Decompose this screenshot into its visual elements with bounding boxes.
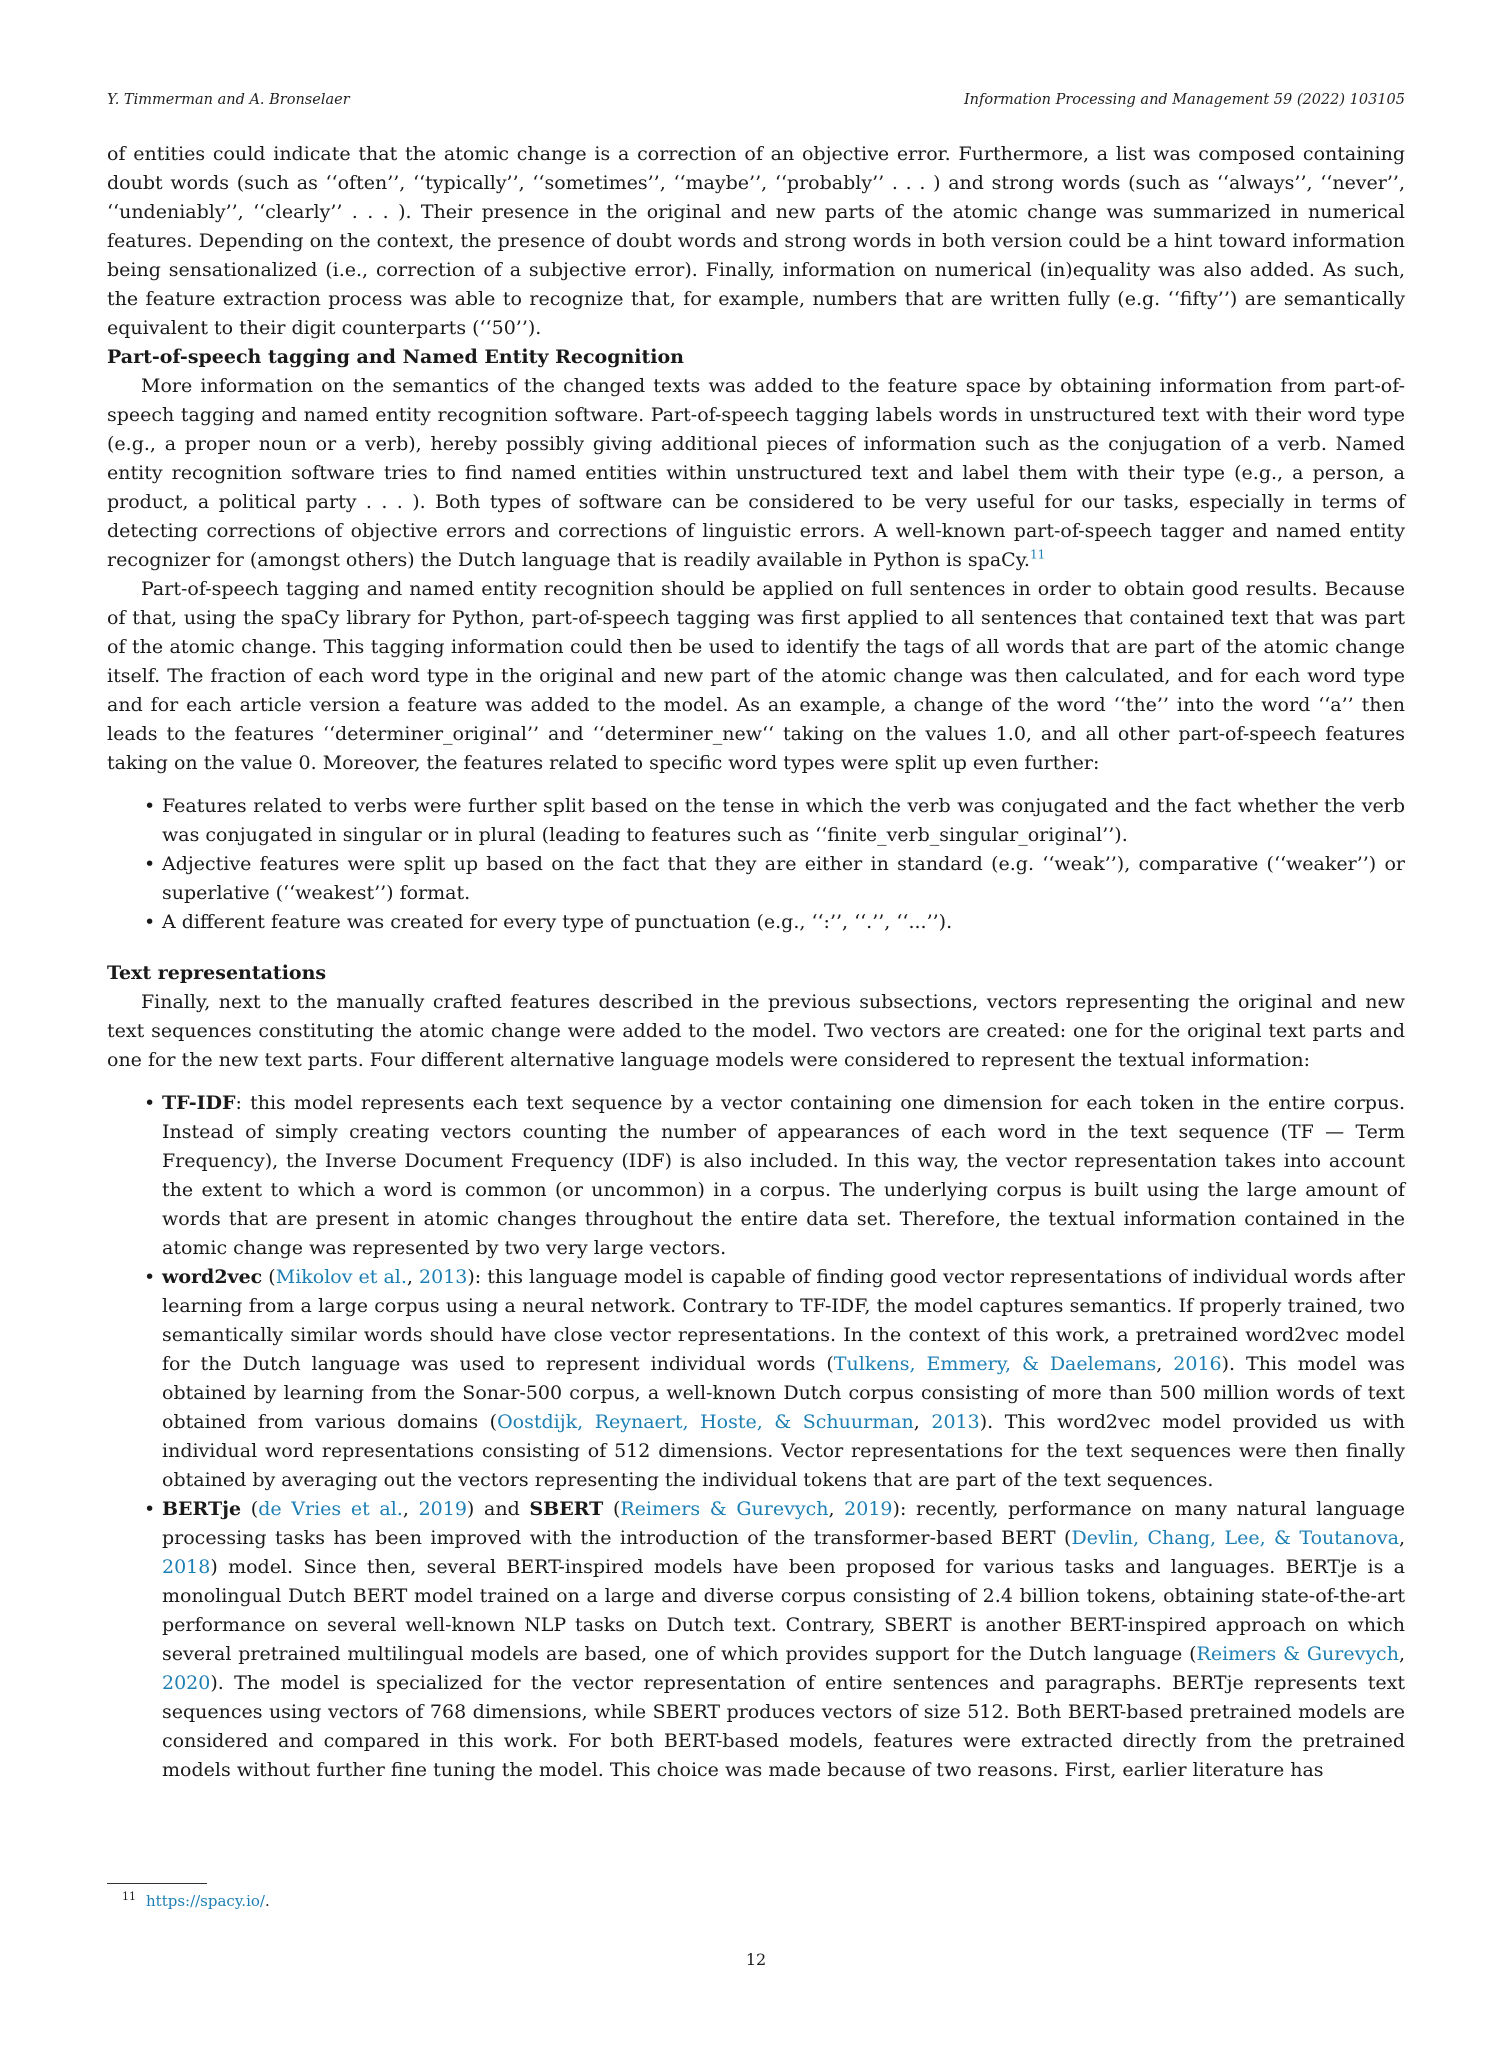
punct: ( — [262, 1266, 276, 1288]
bullet-text: Features related to verbs were further split based on the tense in which the verb was conjugated and the fact whether the verb was conjugated in singular or in plural (leading to features such as ‘‘finite_verb_singular_original’’). — [162, 795, 1405, 846]
term-sbert: SBERT — [529, 1498, 604, 1520]
term-tfidf: TF-IDF — [162, 1092, 236, 1114]
footnote — [122, 1890, 270, 1910]
citation-link[interactable]: Reimers & Gurevych — [1196, 1643, 1399, 1665]
citation-year-link[interactable]: 2019 — [418, 1498, 467, 1520]
punct: , — [1398, 1643, 1405, 1665]
word2vec-text-3: ). This word2vec model provided us with individual word representations consisting of 512 dimensions. Vector representations for the text sequences were then finally obtained by averaging out the vectors representing the individual tokens that are part of the text sequences. — [162, 1411, 1405, 1491]
citation-year-link[interactable]: 2019 — [844, 1498, 893, 1520]
pos-paragraph-2: Part-of-speech tagging and named entity recognition should be applied on full sentences in order to obtain good results. Because of that, using the spaCy library for Python, part-of-speech tagging was first applied to all sentences that contained text that was part of the atomic change. This tagging information could then be used to identify the tags of all words that are part of the atomic change itself. The fraction of each word type in the original and new part of the atomic change was then calculated, and for each word type and for each article version a feature was added to the model. As an example, a change of the word ‘‘the’’ into the word ‘‘a’’ then leads to the features ‘‘determiner_original’’ and ‘‘determiner_new‘‘ taking on the values 1.0, and all other part-of-speech features taking on the value 0. Moreover, the features related to specific word types were split up even further: — [107, 578, 1405, 774]
section-heading-pos: Part-of-speech tagging and Named Entity Recognition — [107, 346, 684, 368]
list-item — [144, 850, 1405, 908]
list-item-word2vec — [144, 1263, 1406, 1495]
citation-link[interactable]: Oostdijk, Reynaert, Hoste, & Schuurman — [497, 1411, 914, 1433]
body-text — [107, 140, 1405, 1785]
bullet-icon: • — [144, 795, 156, 817]
bullet-icon: • — [144, 853, 156, 875]
citation-link[interactable]: Mikolov et al. — [275, 1266, 407, 1288]
citation-link[interactable]: Devlin, Chang, Lee, & Toutanova — [1071, 1527, 1399, 1549]
text-paragraph-1: Finally, next to the manually crafted features described in the previous subsections, vectors representing the original and new text sequences constituting the atomic change were added to the model. Two vectors are created: one for the original text parts and one for the new text parts. Four different alternative language models were considered to represent the textual information: — [107, 991, 1405, 1071]
tfidf-text: : this model represents each text sequence by a vector containing one dimension for each token in the entire corpus. Instead of simply creating vectors counting the number of appearances of each word in the text sequence (TF — Term Frequency), the Inverse Document Frequency (IDF) is also included. In this way, the vector representation takes into account the extent to which a word is common (or uncommon) in a corpus. The underlying corpus is built using the large amount of words that are present in atomic changes throughout the entire data set. Therefore, the textual information contained in the atomic change was represented by two very large vectors. — [162, 1092, 1405, 1259]
citation-year-link[interactable]: 2020 — [162, 1672, 211, 1694]
punct: , — [406, 1266, 420, 1288]
pos-bullet-list — [107, 792, 1405, 937]
footnote-ref[interactable]: 11 — [1029, 547, 1046, 562]
footnote-divider — [107, 1883, 207, 1884]
bert-text-1: ): recently, performance on many natural language processing tasks has been improved with the introduction of the transformer-based BERT ( — [162, 1498, 1405, 1549]
bullet-text: A different feature was created for every type of punctuation (e.g., ‘‘:’’, ‘‘.’’, ‘‘...’’). — [162, 911, 953, 933]
bert-text-2: ) model. Since then, several BERT-inspired models have been proposed for various tasks and languages. BERTje is a monolingual Dutch BERT model trained on a large and diverse corpus consisting of 2.4 billion tokens, obtaining state-of-the-art performance on several well-known NLP tasks on Dutch text. Contrary, SBERT is another BERT-inspired approach on which several pretrained multilingual models are based, one of which provides support for the Dutch language ( — [162, 1556, 1405, 1665]
list-item-bert — [144, 1495, 1405, 1785]
pos-paragraph-1 — [107, 372, 1405, 575]
header-journal: Information Processing and Management 59 (2022) 103105 — [963, 92, 1405, 108]
punct: ( — [603, 1498, 621, 1520]
pos-paragraph-1-text: More information on the semantics of the changed texts was added to the feature space by obtaining information from part-of-speech tagging and named entity recognition software. Part-of-speech tagging labels words in unstructured text with their word type (e.g., a proper noun or a verb), hereby possibly giving additional pieces of information such as the conjugation of a verb. Named entity recognition software tries to find named entities within unstructured text and label them with their type (e.g., a person, a product, a political party . . . ). Both types of software can be considered to be very useful for our tasks, especially in terms of detecting corrections of objective errors and corrections of linguistic errors. A well-known part-of-speech tagger and named entity recognizer for (amongst others) the Dutch language that is readily available in Python is spaCy. — [107, 375, 1405, 571]
citation-year-link[interactable]: 2016 — [1173, 1353, 1222, 1375]
page-number: 12 — [745, 1950, 767, 1969]
footnote-trailing: . — [264, 1892, 270, 1910]
punct: , — [828, 1498, 845, 1520]
punct: , — [1156, 1353, 1174, 1375]
citation-link[interactable]: Tulkens, Emmery, & Daelemans — [833, 1353, 1157, 1375]
section-heading-text-representations: Text representations — [107, 962, 327, 984]
bullet-icon: • — [144, 1498, 156, 1520]
word2vec-text-2: ). This model was obtained by learning from the Sonar-500 corpus, a well-known Dutch corpus consisting of more than 500 million words of text obtained from various domains ( — [162, 1353, 1405, 1433]
footnote-number: 11 — [122, 1890, 136, 1903]
bert-text-3: ). The model is specialized for the vector representation of entire sentences and paragraphs. BERTje represents text sequences using vectors of 768 dimensions, while SBERT produces vectors of size 512. Both BERT-based pretrained models are considered and compared in this work. For both BERT-based models, features were extracted directly from the pretrained models without further fine tuning the model. This choice was made because of two reasons. First, earlier literature has — [162, 1672, 1405, 1781]
citation-year-link[interactable]: 2013 — [419, 1266, 468, 1288]
bullet-text: Adjective features were split up based on the fact that they are either in standard (e.g. ‘‘weak’’), comparative (‘‘weaker’’) or superlative (‘‘weakest’’) format. — [162, 853, 1405, 904]
citation-year-link[interactable]: 2018 — [162, 1556, 211, 1578]
running-header — [107, 92, 1405, 108]
bullet-icon: • — [144, 911, 156, 933]
footnote-link[interactable]: https://spacy.io/ — [146, 1892, 265, 1910]
citation-link[interactable]: Reimers & Gurevych — [620, 1498, 829, 1520]
model-bullet-list — [107, 1089, 1405, 1785]
citation-year-link[interactable]: 2013 — [931, 1411, 980, 1433]
list-item-tfidf — [144, 1089, 1405, 1263]
punct: , — [913, 1411, 932, 1433]
header-authors: Y. Timmerman and A. Bronselaer — [107, 92, 350, 108]
term-word2vec: word2vec — [162, 1266, 263, 1288]
punct: , — [1398, 1527, 1405, 1549]
intro-paragraph: of entities could indicate that the atomic change is a correction of an objective error. Furthermore, a list was composed containing doubt words (such as ‘‘often’’, ‘‘typically’’, ‘‘sometimes’’, ‘‘maybe’’, ‘‘probably’’ . . . ) and strong words (such as ‘‘always’’, ‘‘never’’, ‘‘undeniably’’, ‘‘clearly’’ . . . ). Their presence in the original and new parts of the atomic change was summarized in numerical features. Depending on the context, the presence of doubt words and strong words in both version could be a hint toward information being sensationalized (i.e., correction of a subjective error). Finally, information on numerical (in)equality was also added. As such, the feature extraction process was able to recognize that, for example, numbers that are written fully (e.g. ‘‘fifty’’) are semantically equivalent to their digit counterparts (‘‘50’’). — [107, 143, 1405, 339]
term-bertje: BERTje — [162, 1498, 242, 1520]
punct: ) and — [466, 1498, 530, 1520]
list-item — [144, 792, 1405, 850]
bullet-icon: • — [144, 1092, 156, 1114]
list-item — [144, 908, 1405, 937]
citation-link[interactable]: de Vries et al. — [258, 1498, 403, 1520]
word2vec-text-1: ): this language model is capable of finding good vector representations of individual words after learning from a large corpus using a neural network. Contrary to TF-IDF, the model captures semantics. If properly trained, two semantically similar words should have close vector representations. In the context of this work, a pretrained word2vec model for the Dutch language was used to represent individual words ( — [162, 1266, 1406, 1375]
punct: ( — [241, 1498, 259, 1520]
bullet-icon: • — [144, 1266, 156, 1288]
punct: , — [402, 1498, 419, 1520]
